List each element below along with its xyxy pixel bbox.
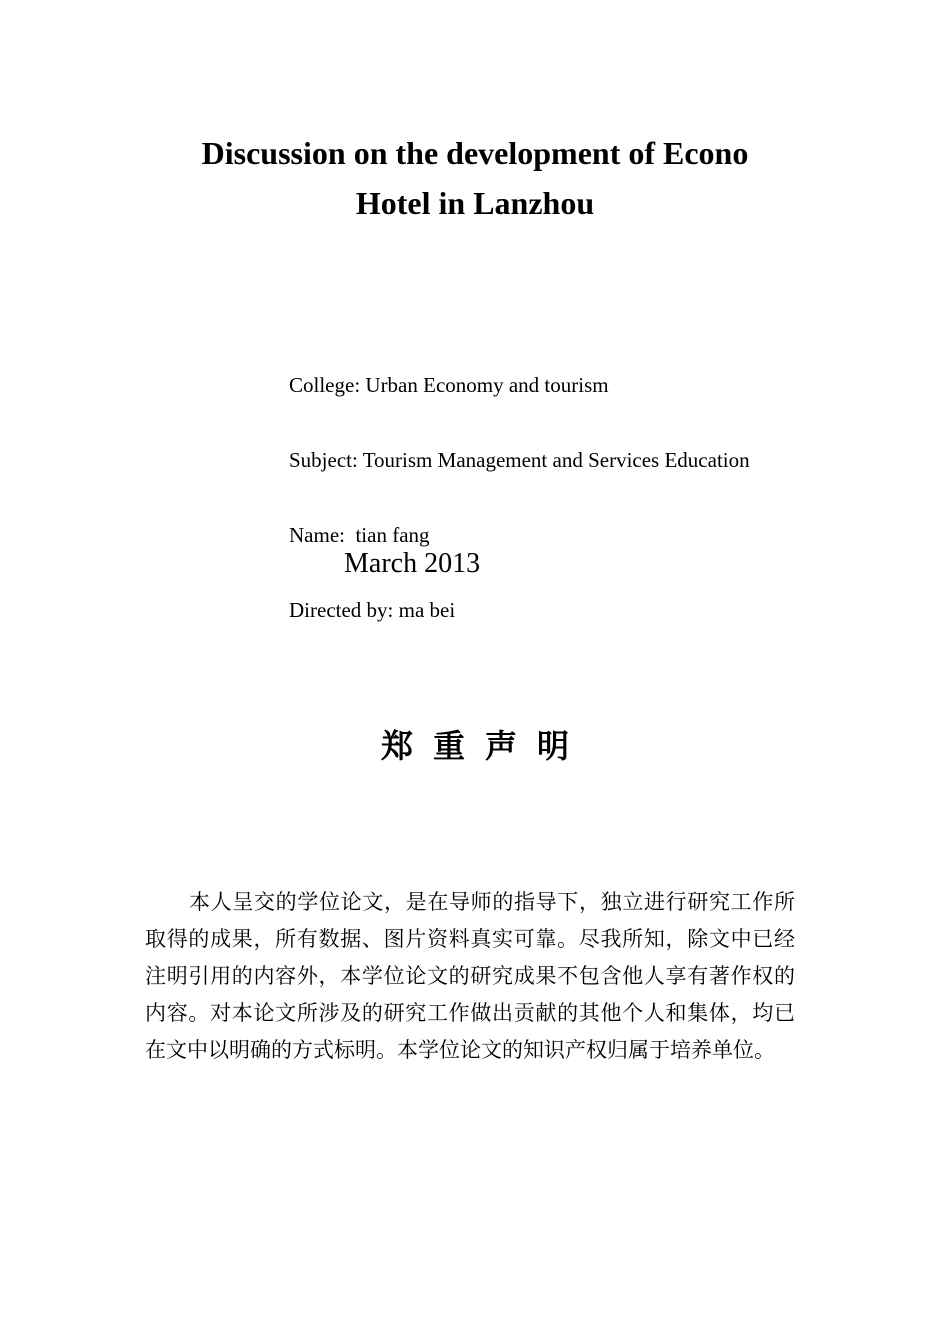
supervisor-line: Directed by: ma bei [289,598,456,622]
declaration-body: 本人呈交的学位论文，是在导师的指导下，独立进行研究工作所取得的成果，所有数据、图片资料真实可靠。尽我所知，除文中已经注明引用的内容外，本学位论文的研究成果不包含他人享有著作权的内容。对本论文所涉及的研究工作做出贡献的其他个人和集体，均已在文中以明确的方式标明。本学位论文的知识产权归属于培养单位。 [145,890,795,1062]
subject-line: Subject: Tourism Management and Services Education [289,448,750,472]
college-line: College: Urban Economy and tourism [289,373,609,397]
submission-date: March 2013 [344,548,481,579]
thesis-title-line-1: Discussion on the development of Econo [201,135,749,171]
author-name-line: Name: tian fang [289,523,430,547]
declaration-heading: 郑重声明 [380,727,589,765]
thesis-title [0,128,950,228]
thesis-title-line-2: Hotel in Lanzhou [355,185,595,221]
thesis-info-block [289,323,750,673]
